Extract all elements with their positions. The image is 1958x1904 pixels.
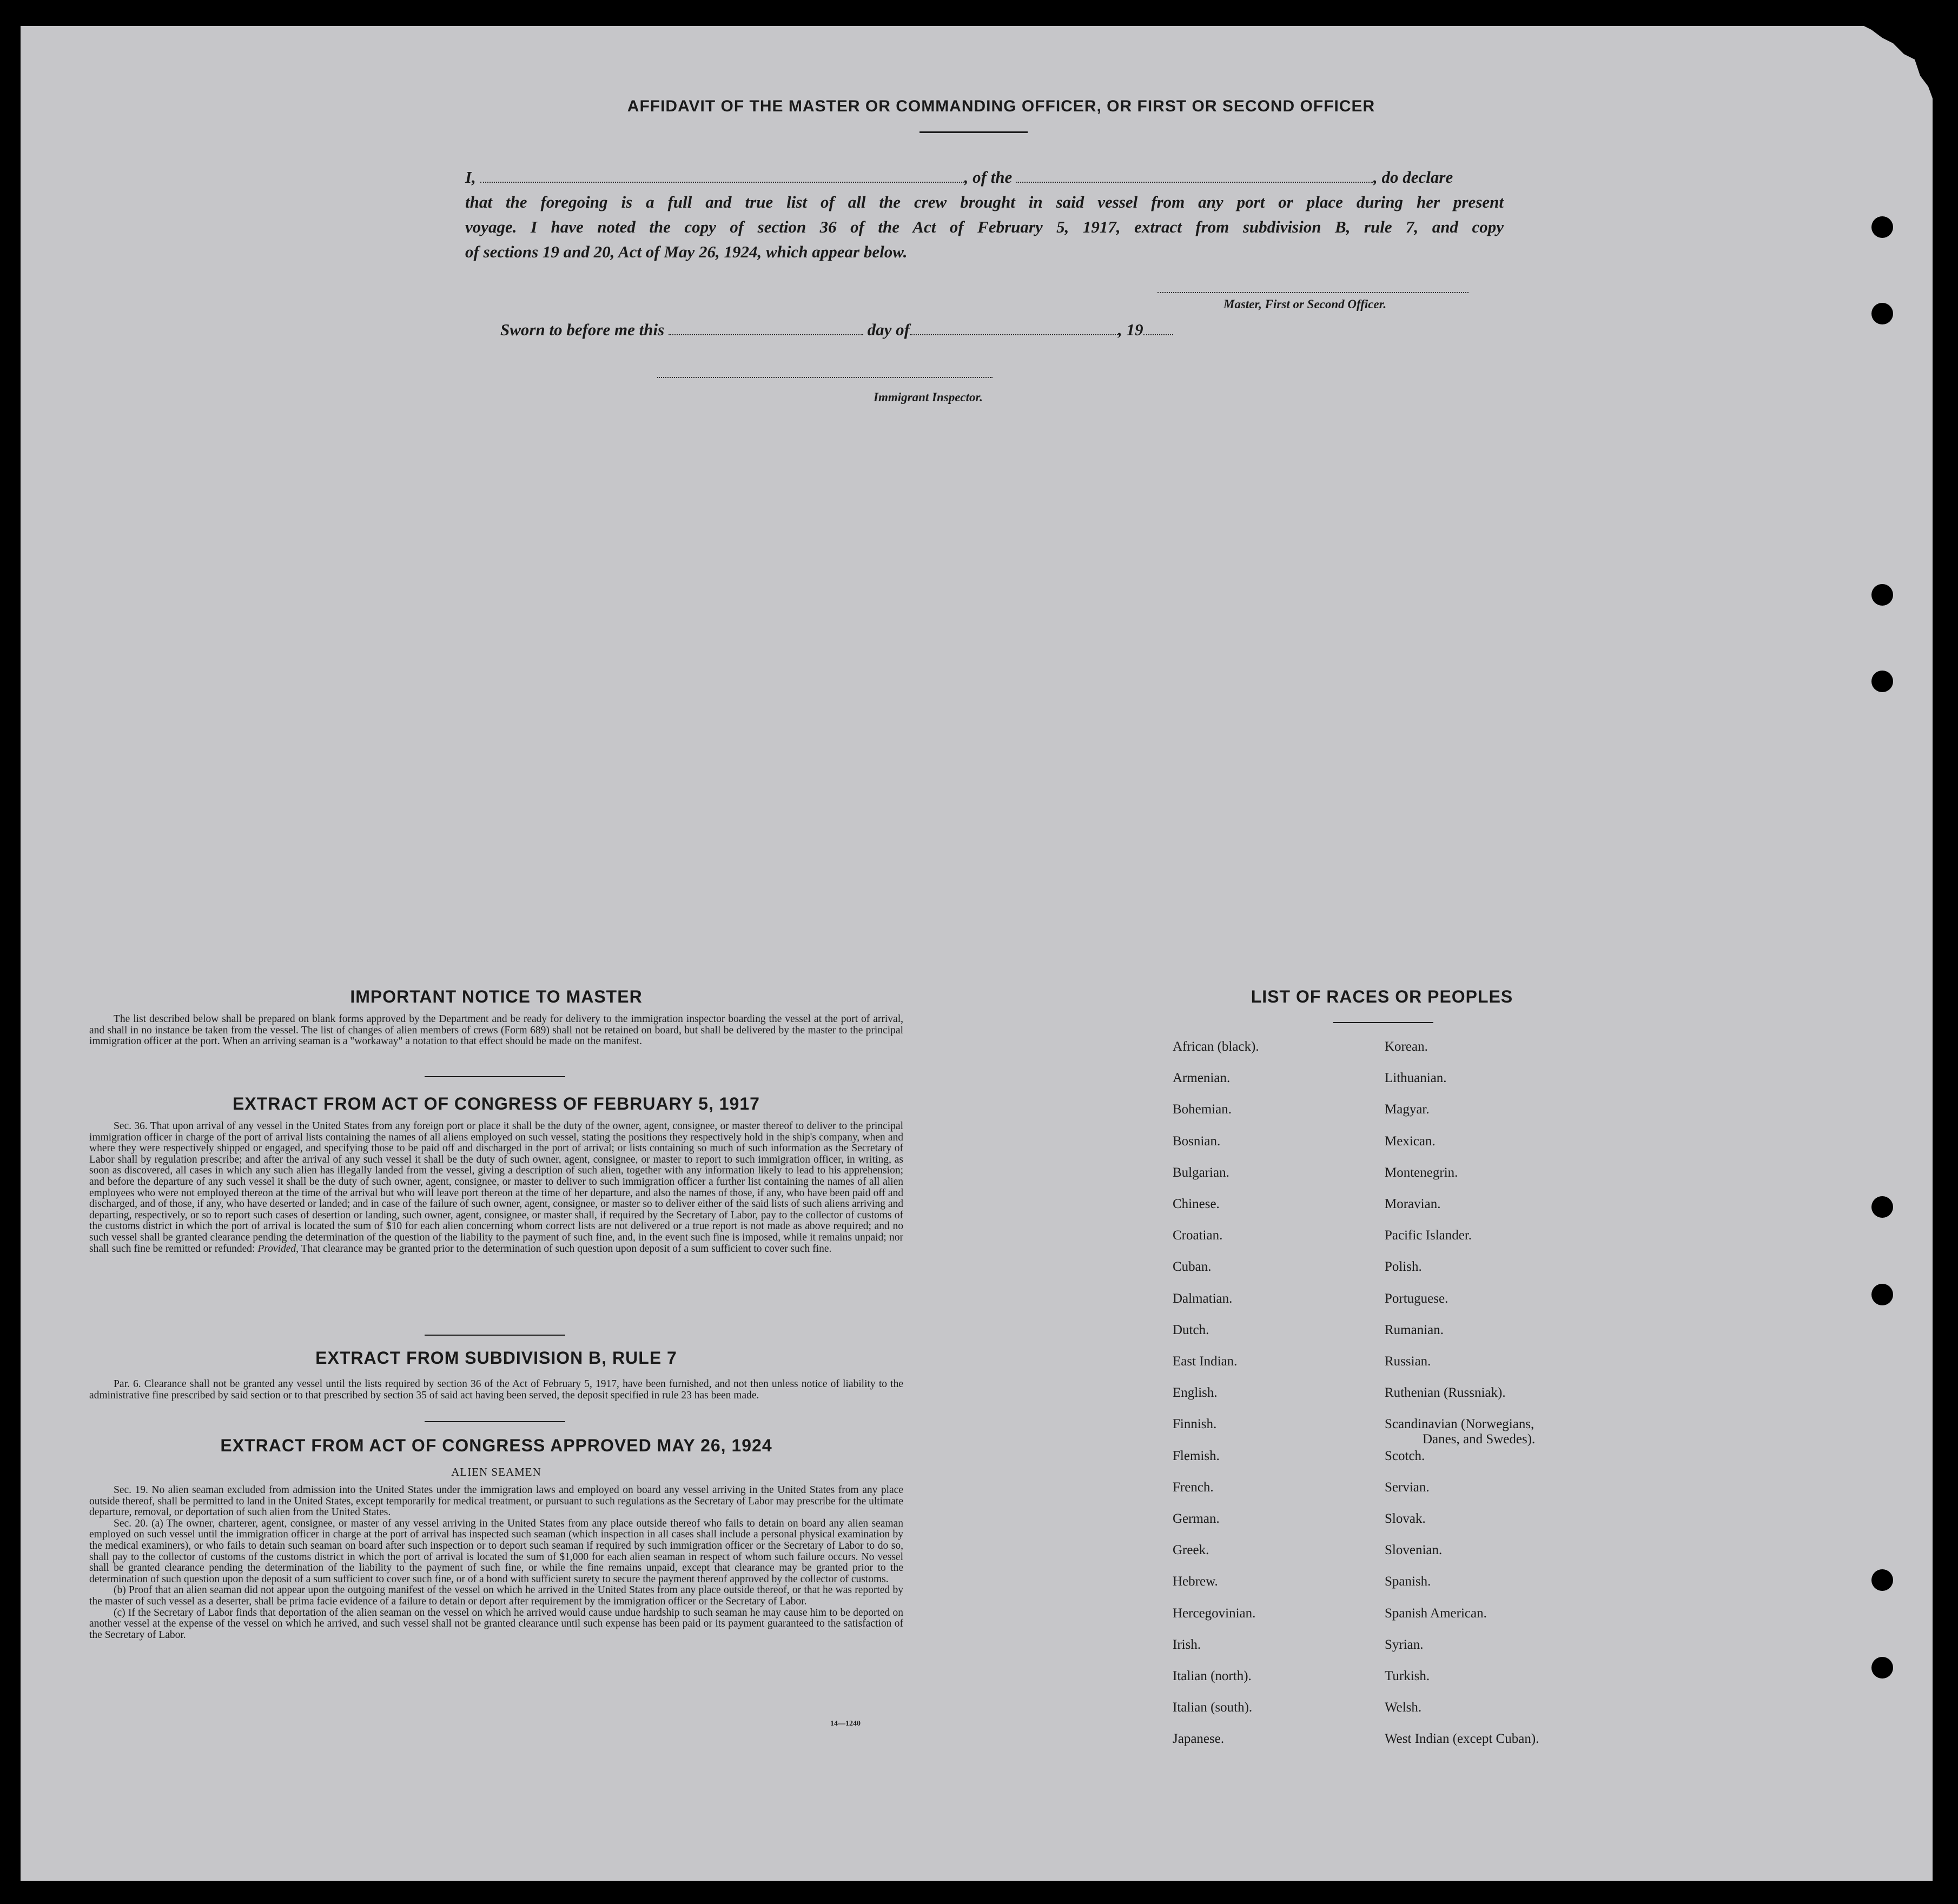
declaration-line-1 [465,165,1504,190]
race-item: Armenian. [1173,1071,1231,1086]
race-item: Montenegrin. [1385,1165,1458,1180]
race-item: Spanish. [1385,1574,1431,1589]
declaration-block [465,165,1504,264]
master-signature-label: Master, First or Second Officer. [1223,297,1387,311]
day-of-text: day of [867,320,910,339]
punch-hole [1871,303,1893,324]
punch-hole [1871,216,1893,238]
race-item: Korean. [1385,1039,1428,1054]
officer-name-field[interactable] [480,182,964,183]
race-item: West Indian (except Cuban). [1385,1731,1539,1747]
torn-corner [1828,0,1958,135]
race-item: Croatian. [1173,1228,1223,1243]
race-item-continuation: Danes, and Swedes). [1423,1432,1536,1447]
race-item: Italian (north). [1173,1669,1252,1683]
race-item: English. [1173,1385,1218,1401]
vessel-name-field[interactable] [1016,182,1373,183]
section-divider [425,1421,565,1422]
race-item: Chinese. [1173,1197,1220,1211]
declaration-line-4: of sections 19 and 20, Act of May 26, 1924, which appear below. [465,242,908,261]
sworn-year-field[interactable] [1143,334,1173,335]
race-item: Japanese. [1173,1731,1225,1747]
race-item: Syrian. [1385,1637,1424,1652]
inspector-label: Immigrant Inspector. [874,390,983,404]
race-item: Dutch. [1173,1322,1209,1337]
race-item: Finnish. [1173,1417,1217,1432]
race-item: Ruthenian (Russniak). [1385,1385,1506,1401]
race-item: Polish. [1385,1259,1422,1275]
punch-hole [1871,671,1893,692]
race-item: Cuban. [1173,1259,1212,1275]
sec20c-text: (c) If the Secretary of Labor finds that deportation of the alien seaman on the vessel on which he arrived would cause undue hardship to such seaman he may cause him to be deported on another vessel at the expense of the vessel on which he arrived, and such vessel shall not be granted clearance until such expense has been paid or its payment guaranteed to the satisfaction of the Secretary of Labor. [89,1607,903,1641]
notice-title: IMPORTANT NOTICE TO MASTER [350,987,643,1006]
declaration-do-declare: , do declare [1373,168,1453,187]
race-item: Bohemian. [1173,1102,1232,1117]
declaration-i: I, [465,168,476,187]
race-item: Slovak. [1385,1511,1426,1526]
notice-body [89,1014,903,1047]
punch-hole [1871,1569,1893,1591]
inspector-signature-line[interactable] [657,377,993,378]
sec20a-text: Sec. 20. (a) The owner, charterer, agent, consignee, or master of any vessel arriving in the United States from any place outside thereof who fails to detain on board any alien seaman employed on such vessel until the immigration officer in charge at the port of arrival has inspected such seaman (which inspection in all cases shall include a personal physical examination by the medical examiners), or who fails to detain such seaman on board after such inspection or to deport such seaman if required by such immigration officer or the Secretary of Labor to do so, shall pay to the collector of customs of the customs district in which the port of arrival is located the sum of $1,000 for each alien seaman in respect of whom such failure occurs. No vessel shall be granted clearance pending the determination of the liability to the payment of such fine, or while the fine remains unpaid, except that clearance may be granted prior to the determination of such question upon the deposit of a sum sufficient to cover such fine, or of a bond with sufficient surety to secure the payment thereof approved by the collector of customs. [89,1517,903,1585]
race-item: Irish. [1173,1637,1201,1652]
section-divider [425,1335,565,1336]
provided-text: Provided, [257,1243,299,1255]
race-item: French. [1173,1480,1214,1495]
race-item: Mexican. [1385,1133,1436,1149]
extract-1924-body [89,1485,903,1641]
sworn-date-field[interactable] [669,334,863,335]
punch-hole [1871,584,1893,606]
declaration-line-3: voyage. I have noted the copy of section 36 of the Act of February 5, 1917, extract from subdivision B, rule 7, and copy [465,217,1504,236]
sec20b-text: (b) Proof that an alien seaman did not appear upon the outgoing manifest of the vessel on which he arrived in the United States from any place outside thereof, or that he was reported by the master of such vessel as a deserter, shall be prima facie evidence of a failure to detain or deport after requirement by the immigration officer or the Secretary of Labor. [89,1584,903,1607]
affidavit-title: AFFIDAVIT OF THE MASTER OR COMMANDING OFFICER, OR FIRST OR SECOND OFFICER [627,97,1375,115]
race-item: German. [1173,1511,1220,1526]
punch-hole [1871,1284,1893,1305]
alien-seamen-subtitle: ALIEN SEAMEN [451,1465,541,1478]
extract-rule7-body [89,1379,903,1401]
form-number: 14—1240 [830,1720,861,1728]
race-item: Flemish. [1173,1448,1220,1463]
race-item: Portuguese. [1385,1291,1448,1306]
race-item: African (black). [1173,1039,1259,1054]
extract-1917-text [89,1121,903,1255]
race-item: Italian (south). [1173,1700,1253,1715]
race-item: Scandinavian (Norwegians, [1385,1417,1534,1432]
race-item: Bulgarian. [1173,1165,1229,1180]
rule7-text: Par. 6. Clearance shall not be granted any vessel until the lists required by section 36 of the Act of February 5, 1917, have been furnished, and not then unless notice of liability to the administrative fine prescribed by said section or to that prescribed by section 35 of said act having been served, the deposit specified in rule 23 has been made. [89,1378,903,1401]
master-signature-line[interactable] [1157,292,1469,293]
section-divider [425,1076,565,1077]
races-title-divider [1333,1022,1433,1023]
sec36-text: Sec. 36. That upon arrival of any vessel in the United States from any foreign port or place it shall be the duty of the owner, agent, consignee, or master thereof to deliver to the principal immigration officer in charge of the port of arrival lists containing the names of all aliens employed on such vessel, stating the positions they respectively hold in the ship's company, when and where they were respectively shipped or engaged, and specifying those to be paid off and discharged in the port of arrival; or lists containing so much of such information as the Secretary of Labor shall by regulation prescribe; and after the arrival of any such vessel it shall be the duty of such owner, agent, consignee, or master to report to such immigration officer, in writing, as soon as discovered, all cases in which any such alien has illegally landed from the vessel, giving a description of such alien, together with any information likely to lead to his apprehension; and before the departure of any such vessel it shall be the duty of such owner, agent, consignee, or master to deliver to such immigration officer a further list containing the names of all alien employees who were not employed thereon at the time of the arrival but who will leave port thereon at the time of her departure, and also the names of those, if any, who have been paid off and discharged, and of those, if any, who have deserted or landed; and in case of the failure of such owner, agent, consignee, or master so to deliver either of the said lists of such aliens arriving and departing, respectively, or so to report such cases of desertion or landing, such owner, agent, consignee, or master shall, if required by the Secretary of Labor, pay to the collector of customs of the customs district in which the port of arrival is located the sum of $10 for each alien concerning whom correct lists are not delivered or a true report is not made as above required; and no such vessel shall be granted clearance pending the determination of the question of the liability to the payment of such fine, and, in the event such fine is imposed, while it remains unpaid; nor shall such fine be remitted or refunded: [89,1120,903,1255]
punch-hole [1871,1196,1893,1218]
race-item: Pacific Islander. [1385,1228,1472,1243]
race-item: Servian. [1385,1480,1430,1495]
extract-1917-body [89,1121,903,1255]
race-item: Rumanian. [1385,1322,1444,1337]
sec36-text-cont: That clearance may be granted prior to the determination of such question upon deposit of a sum sufficient to cover such fine. [301,1243,832,1255]
punch-hole [1871,1657,1893,1679]
race-item: Turkish. [1385,1669,1430,1683]
race-item: Slovenian. [1385,1543,1443,1558]
extract-1917-title: EXTRACT FROM ACT OF CONGRESS OF FEBRUARY 5, 1917 [233,1094,760,1113]
sworn-month-field[interactable] [910,334,1118,335]
sworn-text: Sworn to before me this [500,320,665,339]
race-item: Russian. [1385,1354,1431,1369]
title-divider [920,131,1028,133]
notice-text: The list described below shall be prepared on blank forms approved by the Department and be ready for delivery to the immigration inspector boarding the vessel at the port of arrival, and shall in no instance be taken from the vessel. The list of changes of alien members of crews (Form 689) shall not be retained on board, but shall be delivered by the master to the principal immigration officer at the port. When an arriving seaman is a "workaway" a notation to that effect should be made on the manifest. [89,1013,903,1047]
race-item: East Indian. [1173,1354,1238,1369]
race-item: Dalmatian. [1173,1291,1233,1306]
sec19-text: Sec. 19. No alien seaman excluded from admission into the United States under the immigration laws and employed on board any vessel arriving in the United States from any place outside thereof, shall be permitted to land in the United States, except temporarily for medical treatment, or pursuant to such regulations as the Secretary of Labor may prescribe for the ultimate departure, removal, or deportation of such alien from the United States. [89,1484,903,1518]
race-item: Moravian. [1385,1197,1441,1211]
races-title: LIST OF RACES OR PEOPLES [1251,987,1513,1006]
race-item: Lithuanian. [1385,1071,1447,1086]
race-item: Bosnian. [1173,1133,1221,1149]
year-prefix: , 19 [1118,320,1143,339]
race-item: Magyar. [1385,1102,1430,1117]
race-item: Greek. [1173,1543,1209,1558]
race-item: Spanish American. [1385,1606,1487,1621]
sworn-line [500,320,1173,340]
declaration-of-the: , of the [964,168,1013,187]
race-item: Scotch. [1385,1448,1425,1463]
declaration-line-2: that the foregoing is a full and true list of all the crew brought in said vessel from any port or place during her present [465,193,1504,211]
race-item: Welsh. [1385,1700,1422,1715]
race-item: Hercegovinian. [1173,1606,1256,1621]
race-item: Hebrew. [1173,1574,1218,1589]
extract-rule7-title: EXTRACT FROM SUBDIVISION B, RULE 7 [315,1348,677,1368]
extract-1924-title: EXTRACT FROM ACT OF CONGRESS APPROVED MAY 26, 1924 [220,1436,772,1455]
